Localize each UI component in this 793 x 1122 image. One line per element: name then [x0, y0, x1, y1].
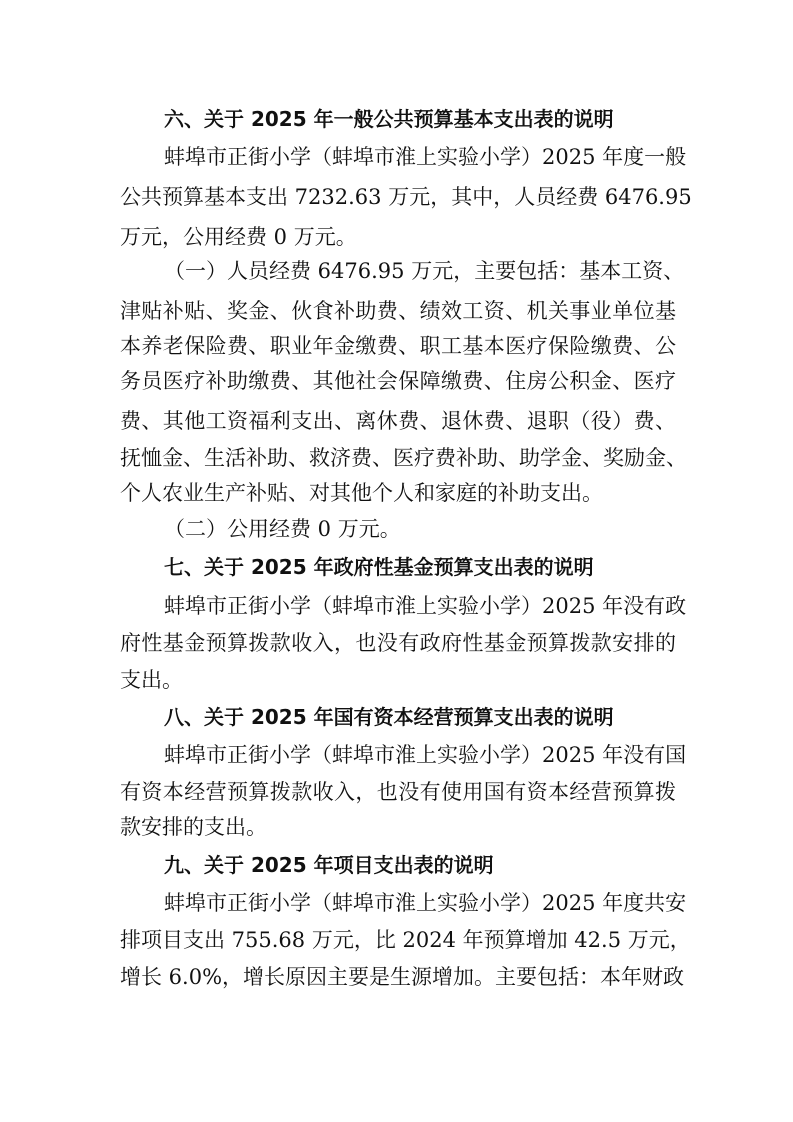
paragraph-line: 款安排的支出。: [120, 815, 267, 839]
paragraph-line: 有资本经营预算拨款收入，也没有使用国有资本经营预算拨: [120, 780, 676, 804]
paragraph-line: （二）公用经费 0 万元。: [164, 517, 401, 541]
paragraph-line: 增长 6.0%，增长原因主要是生源增加。主要包括：本年财政: [120, 965, 685, 989]
paragraph-line: 津贴补贴、奖金、伙食补助费、绩效工资、机关事业单位基: [120, 299, 676, 323]
paragraph-line: 蚌埠市正街小学（蚌埠市淮上实验小学）2025 年没有政: [164, 594, 687, 618]
paragraph-line: 公共预算基本支出 7232.63 万元，其中，人员经费 6476.95: [120, 185, 692, 209]
paragraph-line: 务员医疗补助缴费、其他社会保障缴费、住房公积金、医疗: [120, 369, 676, 393]
paragraph-line: 个人农业生产补贴、对其他个人和家庭的补助支出。: [120, 481, 603, 505]
section-heading-8: 八、关于 2025 年国有资本经营预算支出表的说明: [164, 705, 614, 729]
paragraph-line: 蚌埠市正街小学（蚌埠市淮上实验小学）2025 年度共安: [164, 891, 687, 915]
paragraph-line: 支出。: [120, 668, 183, 692]
paragraph-line: 万元，公用经费 0 万元。: [120, 225, 357, 249]
section-heading-7: 七、关于 2025 年政府性基金预算支出表的说明: [164, 555, 594, 579]
paragraph-line: （一）人员经费 6476.95 万元，主要包括：基本工资、: [164, 259, 685, 283]
paragraph-line: 抚恤金、生活补助、救济费、医疗费补助、助学金、奖励金、: [120, 446, 687, 470]
paragraph-line: 蚌埠市正街小学（蚌埠市淮上实验小学）2025 年没有国: [164, 743, 687, 767]
paragraph-line: 费、其他工资福利支出、离休费、退休费、退职（役）费、: [120, 409, 676, 433]
paragraph-line: 排项目支出 755.68 万元，比 2024 年预算增加 42.5 万元，: [120, 928, 691, 952]
paragraph-line: 府性基金预算拨款收入，也没有政府性基金预算拨款安排的: [120, 631, 676, 655]
paragraph-line: 本养老保险费、职业年金缴费、职工基本医疗保险缴费、公: [120, 334, 676, 358]
section-heading-9: 九、关于 2025 年项目支出表的说明: [164, 853, 494, 877]
paragraph-line: 蚌埠市正街小学（蚌埠市淮上实验小学）2025 年度一般: [164, 145, 687, 169]
section-heading-6: 六、关于 2025 年一般公共预算基本支出表的说明: [164, 107, 614, 131]
